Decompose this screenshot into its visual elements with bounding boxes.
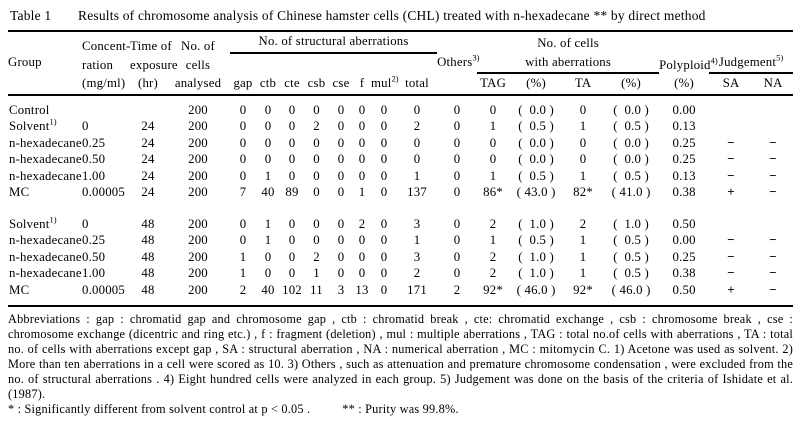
cell-others: 0 (453, 233, 461, 247)
table-row (8, 118, 793, 135)
cell-conc: 0.25 (82, 233, 106, 247)
cell-ta: 1 (579, 249, 587, 264)
cell-tag-pct: ( 0.5 ) (518, 168, 554, 183)
cell-sa: − (727, 248, 735, 264)
cell-tag: 92* (477, 282, 509, 307)
cell-ta-pct: ( 0.5 ) (613, 266, 649, 280)
cell-ta-pct: ( 0.5 ) (613, 249, 649, 264)
cell-tag: 2 (489, 249, 497, 264)
cell-cte: 0 (288, 168, 296, 183)
cell-f: 0 (358, 119, 366, 133)
cell-time: 48 (130, 282, 166, 307)
cell-na: − (753, 282, 793, 307)
cell-conc: 0.25 (82, 135, 106, 150)
cell-gap: 0 (239, 168, 247, 183)
cell-total: 137 (407, 185, 427, 199)
col-header-sa: SA (709, 73, 753, 95)
cell-na (753, 216, 793, 233)
table-row (8, 168, 793, 185)
cell-gap: 0 (239, 152, 247, 166)
cell-cells: 200 (188, 185, 208, 199)
table-title (8, 7, 793, 25)
cell-cse: 0 (337, 102, 345, 117)
col-header-others: Others$^{3)}$ (437, 31, 477, 95)
cell-tag-pct: ( 0.0 ) (518, 152, 554, 166)
cell-ta-pct: ( 46.0 ) (603, 282, 659, 307)
cell-mul: 0 (380, 233, 388, 247)
cell-cte: 89 (285, 185, 299, 199)
col-header-time: Time of exposure (hr) (130, 31, 166, 95)
cell-time: 24 (141, 135, 155, 150)
cell-sa: − (727, 232, 735, 247)
cell-polyploid: 0.00 (672, 102, 696, 117)
cell-f: 0 (358, 135, 366, 150)
col-header-ta-pct: (%) (603, 73, 659, 95)
cell-cte: 0 (288, 249, 296, 264)
cell-cse: 0 (337, 168, 345, 183)
cell-cells: 200 (188, 135, 208, 150)
cell-tag-pct: ( 0.5 ) (518, 119, 554, 133)
col-header-f: f (353, 73, 371, 95)
cell-f: 0 (358, 249, 366, 264)
table-row (8, 249, 793, 266)
cell-na: − (769, 134, 777, 150)
cell-ta-pct: ( 41.0 ) (611, 185, 651, 199)
col-group-structural-aberrations: No. of structural aberrations (230, 31, 437, 53)
cell-csb: 0 (313, 152, 320, 166)
cell-ta-pct: ( 0.0 ) (613, 135, 649, 150)
cell-tag-pct: ( 0.0 ) (518, 102, 554, 117)
cell-others: 0 (453, 249, 461, 264)
cell-mul: 0 (380, 102, 388, 117)
col-header-concentration: Concent- ration (mg/ml) (82, 31, 130, 95)
cell-csb: 0 (313, 185, 320, 199)
cell-ctb: 1 (264, 233, 272, 247)
cell-total: 0 (413, 135, 421, 150)
cell-cells: 200 (188, 119, 208, 133)
cell-csb: 0 (313, 102, 320, 117)
cell-na (753, 95, 793, 119)
cell-cells: 200 (188, 102, 208, 117)
col-group-cells-with-aberrations: No. of cells with aberrations (477, 31, 659, 73)
cell-polyploid: 0.38 (672, 185, 696, 199)
cell-csb: 0 (313, 233, 320, 247)
cell-cte: 0 (288, 216, 296, 231)
cell-csb: 2 (313, 119, 320, 133)
cell-ta: 82* (573, 185, 593, 199)
cell-ctb: 0 (264, 119, 272, 133)
table-body (8, 95, 793, 307)
cell-conc: 0.50 (82, 249, 106, 264)
cell-csb: 11 (304, 282, 329, 307)
cell-cse: 3 (329, 282, 353, 307)
cell-conc: 0.00005 (82, 185, 125, 199)
cell-cte: 0 (288, 135, 296, 150)
cell-cte: 102 (280, 282, 304, 307)
table-row (8, 184, 793, 201)
cell-ctb: 0 (264, 102, 272, 117)
cell-tag: 1 (489, 119, 497, 133)
cell-polyploid: 0.13 (672, 168, 696, 183)
col-header-csb: csb (304, 73, 329, 95)
cell-ta-pct: ( 0.0 ) (613, 152, 649, 166)
cell-na (753, 118, 793, 135)
cell-ta-pct: ( 1.0 ) (613, 216, 649, 231)
cell-others: 0 (453, 135, 461, 150)
cell-na: − (769, 248, 777, 264)
cell-gap: 1 (239, 266, 247, 280)
cell-group: Solvent$^{1)}$ (9, 116, 57, 133)
cell-tag: 86* (483, 185, 503, 199)
cell-tag-pct: ( 0.0 ) (518, 135, 554, 150)
col-group-judgement: Judgement$^{5)}$ (709, 53, 793, 74)
cell-cells: 200 (166, 282, 230, 307)
cell-time: 48 (141, 266, 155, 280)
cell-tag: 1 (489, 233, 497, 247)
table-footnotes (8, 312, 793, 417)
cell-group: Solvent$^{1)}$ (9, 214, 57, 231)
cell-cse: 0 (337, 152, 345, 166)
col-header-tag-pct: (%) (509, 73, 563, 95)
cell-time (130, 95, 166, 119)
table-row (8, 265, 793, 282)
cell-cells: 200 (188, 266, 208, 280)
cell-cte: 0 (288, 102, 296, 117)
cell-group: n-hexadecane (9, 168, 82, 183)
cell-cse: 0 (337, 216, 345, 231)
cell-ta: 0 (579, 135, 587, 150)
cell-tag-pct: ( 1.0 ) (518, 266, 554, 280)
cell-tag-pct: ( 43.0 ) (516, 185, 556, 199)
cell-cells: 200 (188, 216, 208, 231)
cell-group: n-hexadecane (9, 249, 82, 264)
col-header-total: total (397, 73, 437, 95)
cell-others: 0 (453, 266, 461, 280)
table-row (8, 232, 793, 249)
cell-time: 48 (141, 216, 155, 231)
structural-spacer (230, 53, 437, 74)
cell-time: 24 (141, 168, 155, 183)
cell-time: 48 (141, 233, 155, 247)
cell-tag-pct: ( 1.0 ) (518, 249, 554, 264)
cell-others: 0 (453, 185, 461, 199)
cell-gap: 0 (239, 135, 247, 150)
cell-gap: 0 (239, 102, 247, 117)
cell-ta: 1 (579, 119, 587, 133)
cell-polyploid: 0.13 (672, 119, 696, 133)
cell-total: 0 (413, 102, 421, 117)
col-header-cte: cte (280, 73, 304, 95)
col-header-cse: cse (329, 73, 353, 95)
cell-ctb: 1 (264, 216, 272, 231)
cell-f: 13 (353, 282, 371, 307)
cell-ctb: 40 (256, 282, 280, 307)
cell-total: 3 (413, 249, 421, 264)
cell-mul: 0 (380, 185, 388, 199)
cell-tag: 2 (489, 216, 497, 231)
table-header (8, 31, 793, 95)
cell-conc (82, 95, 130, 119)
cell-f: 0 (358, 168, 366, 183)
cell-tag-pct: ( 46.0 ) (509, 282, 563, 307)
cell-total: 2 (413, 266, 421, 280)
col-header-tag: TAG (477, 73, 509, 95)
cell-mul: 0 (380, 266, 388, 280)
cell-f: 0 (358, 233, 366, 247)
cell-ctb: 1 (264, 168, 272, 183)
cell-cse: 0 (337, 233, 345, 247)
cell-group: n-hexadecane (9, 233, 82, 247)
cell-conc: 1.00 (82, 266, 106, 280)
cell-group: MC (8, 282, 82, 307)
table-row (8, 151, 793, 168)
cell-tag: 2 (489, 266, 497, 280)
cell-conc: 0.00005 (82, 282, 130, 307)
cell-sa: + (727, 184, 735, 199)
cell-ctb: 0 (264, 266, 272, 280)
cell-others: 0 (453, 168, 461, 183)
cell-tag-pct: ( 1.0 ) (518, 216, 554, 231)
cell-gap: 7 (239, 185, 247, 199)
cell-gap: 2 (230, 282, 256, 307)
cell-tag: 0 (489, 135, 497, 150)
col-header-mul: mul$^{2)}$ (371, 73, 397, 95)
cell-others: 0 (453, 216, 461, 231)
cell-gap: 0 (239, 233, 247, 247)
cell-ta-pct: ( 0.0 ) (613, 102, 649, 117)
cell-na: − (769, 265, 777, 280)
cell-cells: 200 (188, 233, 208, 247)
cell-gap: 1 (239, 249, 247, 264)
block-spacer-row (8, 201, 793, 216)
cell-gap: 0 (239, 216, 247, 231)
table-row (8, 282, 793, 307)
cell-time: 24 (141, 119, 155, 133)
cell-cse: 0 (337, 249, 345, 264)
cell-na: − (769, 232, 777, 247)
results-table (8, 30, 793, 307)
table-caption: Results of chromosome analysis of Chinese hamster cells (CHL) treated with n-hexadecane ** by direct method (78, 8, 706, 23)
cell-na: − (769, 151, 777, 166)
cell-polyploid: 0.25 (672, 135, 696, 150)
cell-cte: 0 (288, 266, 296, 280)
cell-conc: 0.50 (82, 152, 106, 166)
cell-total: 1 (413, 233, 421, 247)
col-header-group: Group (8, 31, 82, 95)
cell-tag-pct: ( 0.5 ) (518, 233, 554, 247)
cell-sa (709, 118, 753, 135)
cell-ctb: 0 (264, 135, 272, 150)
cell-conc: 1.00 (82, 168, 106, 183)
cell-total: 1 (413, 168, 421, 183)
cell-csb: 0 (313, 216, 320, 231)
cell-cells: 200 (188, 168, 208, 183)
cell-ctb: 0 (264, 152, 272, 166)
table-row (8, 135, 793, 152)
cell-ta: 1 (579, 266, 587, 280)
cell-conc: 0 (82, 216, 89, 231)
cell-sa: − (727, 134, 735, 150)
cell-f: 1 (358, 185, 366, 199)
cell-time: 24 (141, 185, 155, 199)
cell-polyploid: 0.50 (659, 282, 709, 307)
cell-ta: 0 (579, 102, 587, 117)
cell-f: 0 (358, 152, 366, 166)
cell-ta: 92* (563, 282, 603, 307)
cell-polyploid: 0.25 (672, 152, 696, 166)
cell-cte: 0 (288, 233, 296, 247)
cell-group: n-hexadecane (9, 152, 82, 166)
cell-csb: 0 (313, 168, 320, 183)
cell-ta: 1 (579, 168, 587, 183)
cell-sa: − (727, 167, 735, 183)
cell-others: 0 (453, 152, 461, 166)
cell-f: 0 (358, 102, 366, 117)
cell-time: 48 (141, 249, 155, 264)
footnote-significance (8, 402, 793, 417)
cell-cse: 0 (337, 185, 345, 199)
col-header-polyploid: Polyploid$^{4)}$ (%) (659, 31, 709, 95)
cell-csb: 2 (313, 249, 320, 264)
cell-sa: − (727, 265, 735, 280)
significance-note: * : Significantly different from solvent control at p < 0.05 . (8, 402, 311, 416)
cell-group: MC (9, 185, 30, 199)
col-header-na: NA (753, 73, 793, 95)
cell-f: 2 (358, 216, 366, 231)
cell-total: 2 (413, 119, 421, 133)
cell-mul: 0 (371, 282, 397, 307)
table-row (8, 216, 793, 233)
cell-ta-pct: ( 0.5 ) (613, 119, 649, 133)
cell-polyploid: 0.50 (672, 216, 696, 231)
cell-others: 0 (453, 102, 461, 117)
cell-conc: 0 (82, 119, 89, 133)
cell-mul: 0 (380, 135, 388, 150)
cell-csb: 1 (313, 266, 320, 280)
cell-cells: 200 (188, 152, 208, 166)
cell-f: 0 (358, 266, 366, 280)
cell-ta-pct: ( 0.5 ) (613, 168, 649, 183)
cell-tag: 0 (489, 152, 497, 166)
cell-ctb: 0 (264, 249, 272, 264)
cell-polyploid: 0.25 (672, 249, 696, 264)
table-number: Table 1 (10, 8, 52, 23)
cell-cte: 0 (288, 119, 296, 133)
cell-cells: 200 (188, 249, 208, 264)
cell-cse: 0 (337, 135, 345, 150)
cell-cse: 0 (337, 266, 345, 280)
col-header-ctb: ctb (256, 73, 280, 95)
cell-cte: 0 (288, 152, 296, 166)
cell-ta: 0 (579, 152, 587, 166)
cell-na: − (769, 167, 777, 183)
footnote-abbreviations: Abbreviations : gap : chromatid gap and chromosome gap , ctb : chromatid break , cte: chromatid exchange , csb : chromosome break , cse : chromosome exchange (dicentric and ring etc.) , f : fragment (deletion) , mul : multiple aberrations , TAG : total no.of cells with aberrations , TA : total no. of cells with aberrations except gap , SA : structural aberration , NA : numerical aberration , MC : mitomycin C. 1) Acetone was used as solvent. 2) More than ten aberrations in a cell were scored as 10. 3) Others , such as attenuation and premature chromosome condensation , were excluded from the no. of structural aberrations . 4) Eight hundred cells were analyzed in each group. 5) Judgement was done on the basis of the criteria of Ishidate et al. (1987). (8, 312, 793, 401)
cell-mul: 0 (380, 168, 388, 183)
cell-total: 3 (413, 216, 421, 231)
cell-group: Control (9, 102, 50, 117)
cell-mul: 0 (380, 249, 388, 264)
cell-polyploid: 0.00 (672, 233, 696, 247)
cell-cse: 0 (337, 119, 345, 133)
cell-sa: − (727, 151, 735, 166)
col-header-gap: gap (230, 73, 256, 95)
cell-time: 24 (141, 152, 155, 166)
purity-note: ** : Purity was 99.8%. (342, 402, 459, 416)
cell-mul: 0 (380, 119, 388, 133)
cell-polyploid: 0.38 (672, 266, 696, 280)
cell-na: − (769, 184, 777, 199)
cell-csb: 0 (313, 135, 320, 150)
cell-others: 2 (437, 282, 477, 307)
cell-ctb: 40 (261, 185, 275, 199)
cell-others: 0 (453, 119, 461, 133)
cell-group: n-hexadecane (9, 135, 82, 150)
cell-mul: 0 (380, 216, 388, 231)
cell-ta: 2 (579, 216, 587, 231)
cell-ta-pct: ( 0.5 ) (613, 233, 649, 247)
col-group-judgement-spacer (709, 31, 793, 53)
col-header-ta: TA (563, 73, 603, 95)
cell-tag: 0 (489, 102, 497, 117)
cell-ta: 1 (579, 233, 587, 247)
cell-group: n-hexadecane (9, 266, 82, 280)
cell-gap: 0 (239, 119, 247, 133)
cell-sa (709, 216, 753, 233)
col-header-cells-analysed: No. of cells analysed (166, 31, 230, 95)
cell-total: 171 (397, 282, 437, 307)
cell-sa (709, 95, 753, 119)
cell-sa: + (709, 282, 753, 307)
table-row (8, 95, 793, 119)
cell-total: 0 (413, 152, 421, 166)
cell-mul: 0 (380, 152, 388, 166)
cell-tag: 1 (489, 168, 497, 183)
